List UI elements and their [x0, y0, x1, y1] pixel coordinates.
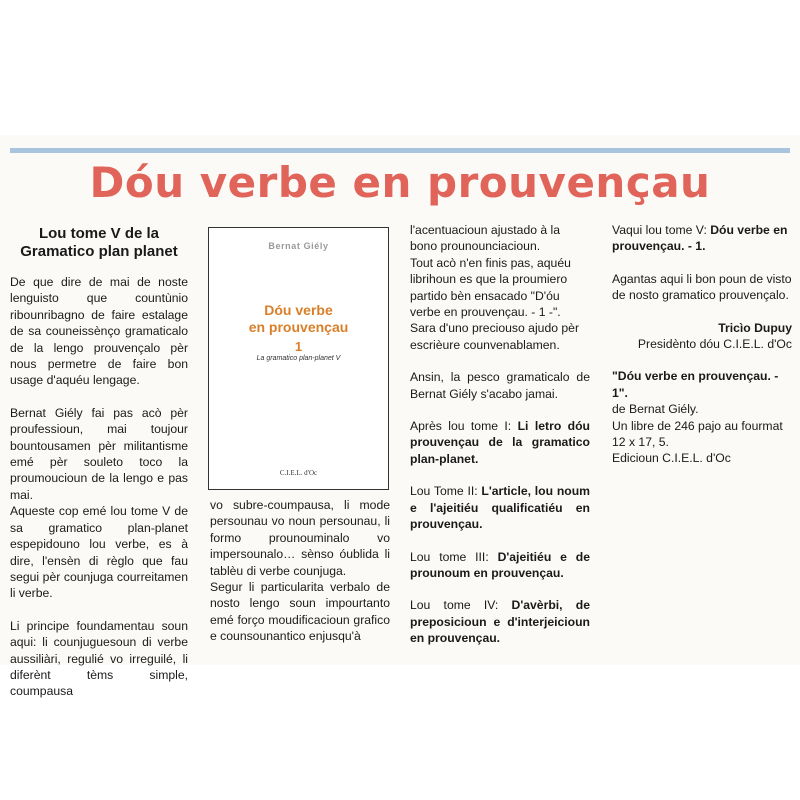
cover-author: Bernat Giély — [268, 241, 329, 251]
cover-title — [209, 302, 388, 336]
paragraph: Sara d'uno preciouso ajudo pèr escrièure counvenablamen. — [410, 321, 580, 352]
cover-title-line: en prouvençau — [248, 319, 349, 335]
article-subtitle: Lou tome V de la Gramatico plan planet — [20, 225, 178, 260]
paragraph: Segur li particularita verbalo de nosto lengo soun impourtanto emé forço moudificacioun grafico e counsounantico enjusqu'à — [210, 580, 390, 644]
paragraph: Li principe foundamentau soun aqui: li counjuguesoun di verbe aussiliàri, regulié vo irreguilé, li diferènt tèms simple, coumpausa — [10, 618, 188, 699]
tome-title: Dóu verbe en prouvençau. - 1. — [612, 223, 788, 254]
tome-label: Après lou tome I: — [410, 419, 518, 434]
tome-entry — [410, 549, 590, 582]
tome-entry — [410, 418, 590, 467]
tome-title: D'avèrbi, de preposicioun e d'interjeicioun en prouvençau. — [410, 598, 590, 646]
paragraph: Tout acò n'en finis pas, aquéu librihoun es que la proumiero partido bèn ensacado "D'óu verbe en prouvençau. - 1 -". — [410, 255, 571, 320]
tome-title: Li letro dóu prouvençau de la gramatico plan-planet. — [410, 419, 590, 466]
cover-title-line: Dóu verbe — [264, 302, 333, 318]
column-1 — [10, 225, 188, 716]
column-3 — [410, 222, 590, 663]
tome-label: Lou tome III: — [410, 549, 498, 564]
tome-title: L'article, lou noum e l'ajeitiéu qualificatiéu en prouvençau. — [410, 484, 590, 532]
paragraph: Ansin, la pesco gramaticalo de Bernat Giély s'acabo jamai. — [410, 370, 590, 401]
column-2 — [210, 497, 390, 661]
tome-label: Lou tome IV: — [410, 598, 512, 613]
paragraph: vo subre-coumpausa, li mode persounau vo noun persounau, li formo prounouminalo vo impersounalo… sènso óublida li tablèu di verbe counjuga. — [210, 498, 390, 578]
tome-title: D'ajeitiéu e de prounoum en prouvençau. — [410, 549, 591, 580]
paragraph: Bernat Giély fai pas acò pèr proufessioun, mai toujour bountousamen pèr militantisme emé pèr souleto toco la proumoucioun de la lengo e pas mai. — [10, 405, 188, 502]
cover-number: 1 — [294, 339, 303, 354]
paragraph: De que dire de mai de noste lenguisto que countùnio ribounribagno de faire estalage de sa couneissènço gramaticalo de la lengo prouvençalo pèr nous permetre de faire bon usage d'aquéu lengage. — [10, 275, 188, 388]
cover-subtitle: La gramatico plan-planet V — [256, 355, 341, 362]
signature-role: Presidènto dóu C.I.E.L. d'Oc — [637, 337, 792, 352]
paragraph: Agantas aqui li bon poun de visto de nosto gramatico prouvençalo. — [612, 271, 792, 303]
book-author: de Bernat Giély. — [612, 402, 699, 417]
signature — [612, 320, 792, 353]
tome-entry — [612, 222, 792, 255]
article-headline: Dóu verbe en prouvençau — [89, 158, 711, 207]
tome-label: Lou Tome II: — [410, 484, 482, 499]
paragraph: Aqueste cop emé lou tome V de sa gramatico plan-planet espepidouno lou verbe, es à dire, l'ensèn di règlo que fau segui pèr counjuga courreitamen li verbe. — [10, 504, 188, 601]
tome-label: Vaqui lou tome V: — [612, 223, 711, 237]
signature-name: Tricìo Dupuy — [718, 320, 792, 335]
cover-publisher: C.I.E.L. d'Oc — [279, 469, 318, 477]
book-info — [612, 368, 792, 466]
book-cover-image — [208, 227, 389, 490]
book-title: "Dóu verbe en prouvençau. - 1". — [612, 369, 779, 400]
tome-entry — [410, 597, 590, 646]
top-rule — [10, 148, 790, 153]
tome-entry — [410, 483, 590, 532]
column-4 — [612, 222, 792, 467]
book-details: Un libre de 246 pajo au fourmat 12 x 17, 5. — [612, 418, 783, 450]
paragraph: l'acentuacioun ajustado à la bono prounounciacioun. — [410, 223, 561, 254]
book-publisher: Edicioun C.I.E.L. d'Oc — [612, 451, 731, 466]
